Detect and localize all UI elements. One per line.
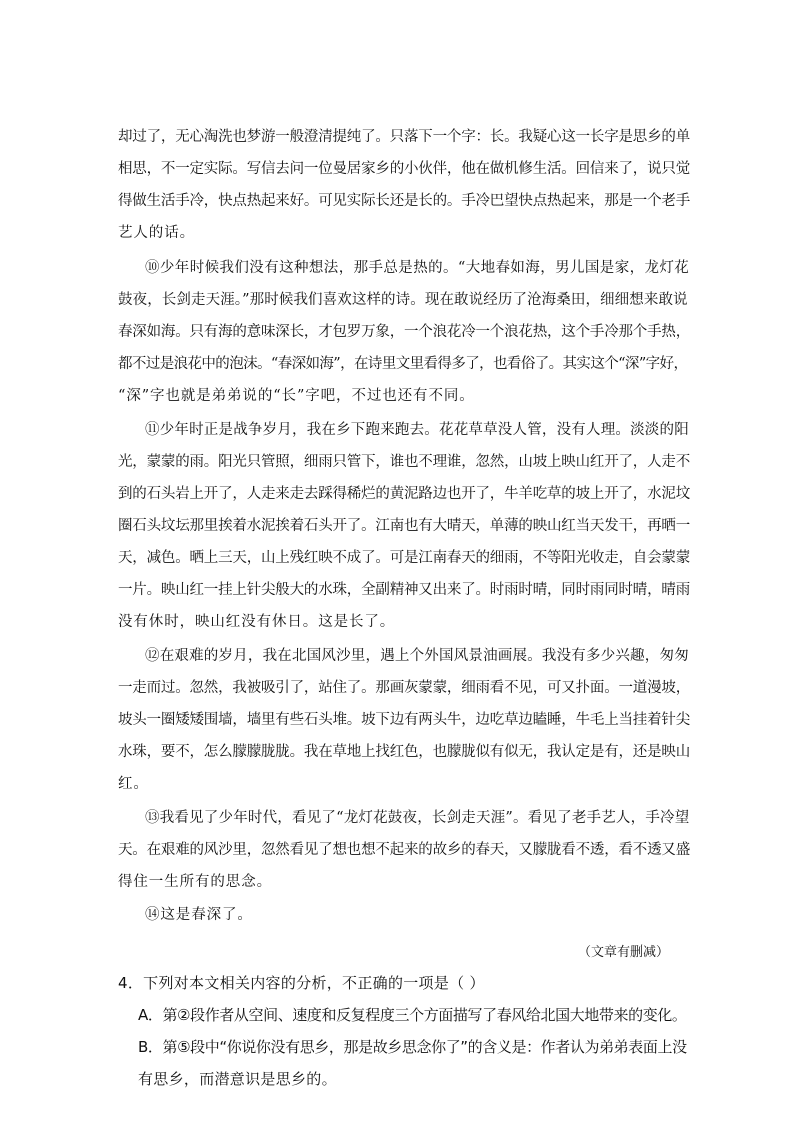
passage-line: 春深如海。只有海的意味深长，才包罗万象，一个浪花冷一个浪花热，这个手冷那个手热， (118, 324, 690, 340)
option-b-line-2: 有思乡，而潜意识是思乡的。 (138, 1070, 337, 1088)
passage-line: 圈石头坟坛那里挨着水泥挨着石头开了。江南也有大晴天，单薄的映山红当天发干，再晒一 (118, 518, 690, 534)
deletion-note: （文章有删减） (578, 945, 670, 960)
passage-line: 一走而过。忽然，我被吸引了，站住了。那画灰蒙蒙，细雨看不见，可又扑面。一道漫坡， (118, 680, 690, 696)
passage-line: 都不过是浪花中的泡沫。“春深如海”，在诗里文里看得多了，也看俗了。其实这个“深”字好， (118, 356, 688, 372)
paragraph-13-first-line: ⑬我看见了少年时代，看见了“龙灯花鼓夜，长剑走天涯”。看见了老手艺人，手冷望 (145, 810, 690, 826)
question-stem: 4．下列对本文相关内容的分析，不正确的一项是（ ） (118, 974, 485, 992)
passage-line: 得做生活手冷，快点热起来好。可见实际长还是长的。手冷巴望快点热起来，那是一个老手 (118, 193, 690, 209)
paragraph-12-first-line: ⑫在艰难的岁月，我在北国风沙里，遇上个外国风景油画展。我没有多少兴趣，匆匆 (145, 648, 689, 664)
paragraph-11-first-line: ⑪少年时正是战争岁月，我在乡下跑来跑去。花花草草没人管，没有人理。淡淡的阳 (145, 422, 689, 438)
passage-line: 坡头一圈矮矮围墙，墙里有些石头堆。坡下边有两头牛，边吃草边瞌睡，牛毛上当挂着针尖 (118, 712, 690, 728)
paragraph-10-first-line: ⑩少年时候我们没有这种想法，那手总是热的。“大地春如海，男儿国是家，龙灯花 (145, 260, 690, 276)
passage-line: 得住一生所有的思念。 (118, 874, 272, 890)
passage-line: 天。在艰难的风沙里，忽然看见了想也想不起来的故乡的春天，又朦胧看不透，看不透又盛 (118, 842, 690, 858)
passage-line: 光，蒙蒙的雨。阳光只管照，细雨只管下，谁也不理谁，忽然，山坡上映山红开了，人走不 (118, 454, 690, 470)
passage-line: 没有休时，映山红没有休日。这是长了。 (118, 614, 396, 630)
paragraph-14-line: ⑭这是春深了。 (145, 907, 253, 923)
option-b-line-1: B．第⑤段中“你说你没有思乡，那是故乡思念你了”的含义是：作者认为弟弟表面上没 (138, 1038, 687, 1056)
passage-line: 水珠，要不，怎么朦朦胧胧。我在草地上找红色，也朦胧似有似无，我认定是有，还是映山 (118, 744, 690, 760)
passage-line: 相思，不一定实际。写信去问一位曼居家乡的小伙伴，他在做机修生活。回信来了，说只觉 (118, 161, 690, 177)
passage-line: 天，减色。晒上三天，山上残红映不成了。可是江南春天的细雨，不等阳光收走，自会蒙蒙 (118, 550, 690, 566)
passage-line: 红。 (118, 776, 149, 792)
passage-line: 鼓夜，长剑走天涯。”那时候我们喜欢这样的诗。现在敢说经历了沧海桑田，细细想来敢说 (118, 292, 688, 308)
passage-line: 却过了，无心淘洗也梦游一般澄清提纯了。只落下一个字：长。我疑心这一长字是思乡的单 (118, 129, 690, 145)
passage-line: 一片。映山红一挂上针尖般大的水珠，全副精神又出来了。时雨时晴，同时雨同时晴，晴雨 (118, 582, 690, 598)
option-a: A．第②段作者从空间、速度和反复程度三个方面描写了春风给北国大地带来的变化。 (138, 1006, 687, 1024)
passage-line: 到的石头岩上开了，人走来走去踩得稀烂的黄泥路边也开了，牛羊吃草的坡上开了，水泥坟 (118, 486, 690, 502)
passage-line: “深”字也就是弟弟说的“长”字吧，不过也还有不同。 (118, 388, 475, 404)
passage-line: 艺人的话。 (118, 225, 195, 241)
